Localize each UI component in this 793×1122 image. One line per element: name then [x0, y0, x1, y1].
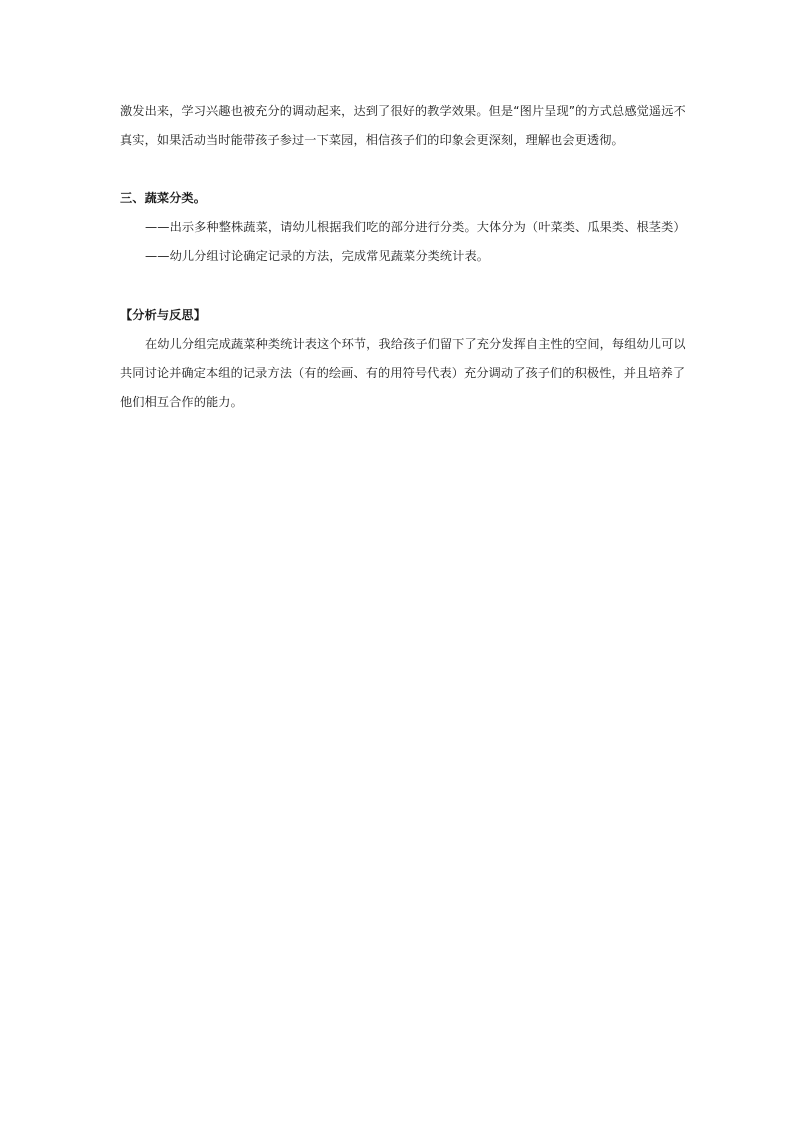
analysis-line-1: 在幼儿分组完成蔬菜种类统计表这个环节，我给孩子们留下了充分发挥自主性的空间，每组幼儿可以 [145, 337, 686, 351]
section-3-item-1: ——出示多种整株蔬菜，请幼儿根据我们吃的部分进行分类。大体分为（叶菜类、瓜果类、根茎类） [145, 220, 686, 234]
analysis-heading: 【分析与反思】 [120, 308, 207, 322]
intro-line-2: 真实，如果活动当时能带孩子参过一下菜园，相信孩子们的印象会更深刻，理解也会更透彻。 [120, 133, 624, 147]
intro-line-1: 激发出来，学习兴趣也被充分的调动起来，达到了很好的教学效果。但是“图片呈现”的方式总感觉遥远不 [120, 104, 686, 118]
analysis-line-2: 共同讨论并确定本组的记录方法（有的绘画、有的用符号代表）充分调动了孩子们的积极性，并且培养了 [120, 366, 686, 380]
section-3-item-2: ——幼儿分组讨论确定记录的方法，完成常见蔬菜分类统计表。 [145, 249, 490, 263]
section-3-heading: 三、蔬菜分类。 [120, 191, 207, 205]
analysis-line-3: 他们相互合作的能力。 [120, 395, 243, 409]
